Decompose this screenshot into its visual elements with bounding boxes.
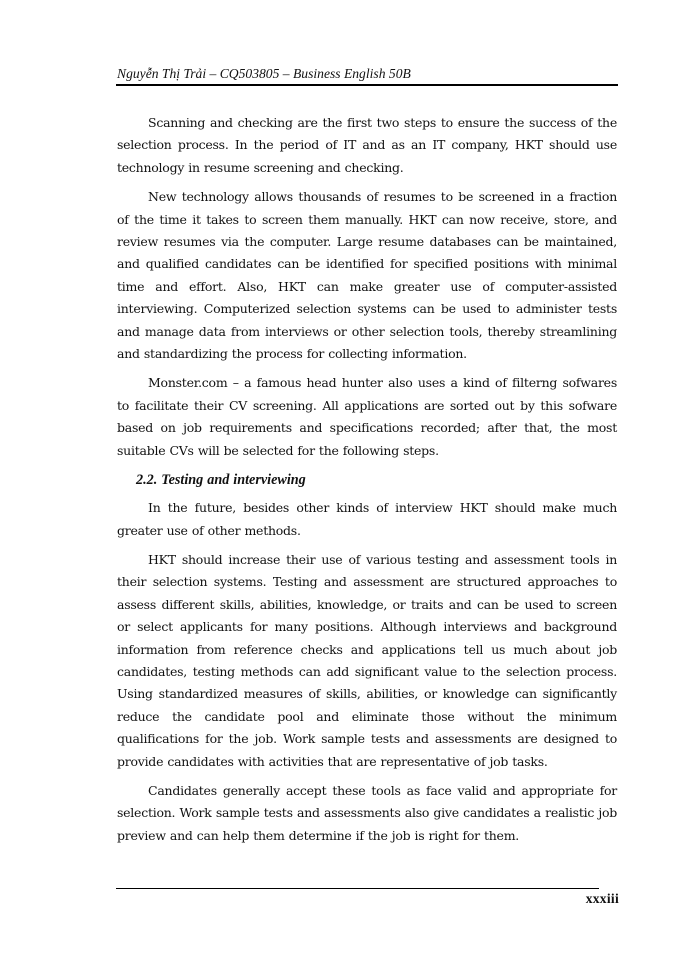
page-body [117, 112, 617, 854]
paragraph-monster: Monster.com – a famous head hunter also uses a kind of filterng sofwares to facilitate their CV screening. All applications are sorted out by this sofware based on job requirements and specifications recorded; after that, the most suitable CVs will be selected for the following steps. [117, 375, 617, 458]
paragraph-candidates: Candidates generally accept these tools as face valid and appropriate for selection. Work sample tests and assessments also give candidates a realistic job preview and can help them determine if the job is right for them. [117, 782, 617, 843]
footer-rule [116, 888, 599, 889]
header-rule [116, 84, 618, 86]
paragraph-testing-tools: HKT should increase their use of various testing and assessment tools in their selection systems. Testing and assessment are structured approaches to assess different skills, abilities, knowledge, or traits and can be used to screen or select applicants for many positions. Although interviews and background information from reference checks and applications tell us much about job candidates, testing methods can add significant value to the selection process. Using standardized measures of skills, abilities, or knowledge can significantly reduce the candidate pool and eliminate those without the minimum qualifications for the job. Work sample tests and assessments are designed to provide candidates with activities that are representative of job tasks. [117, 551, 617, 769]
paragraph-scanning: Scanning and checking are the first two steps to ensure the success of the selection process. In the period of IT and as an IT company, HKT should use technology in resume screening and checking. [117, 115, 617, 175]
running-header: Nguyễn Thị Trải – CQ503805 – Business English 50B [117, 66, 411, 81]
paragraph-future-methods: In the future, besides other kinds of interview HKT should make much greater use of other methods. [117, 500, 617, 538]
paragraph-new-technology: New technology allows thousands of resumes to be screened in a fraction of the time it takes to screen them manually. HKT can now receive, store, and review resumes via the computer. Large resume databases can be maintained, and qualified candidates can be identified for specified positions with minimal time and effort. Also, HKT can make greater use of computer-assisted interviewing. Computerized selection systems can be used to administer tests and manage data from interviews or other selection tools, thereby streamlining and standardizing the process for collecting information. [117, 189, 617, 362]
page-number: xxxiii [585, 891, 619, 906]
section-heading: 2.2. Testing and interviewing [136, 472, 306, 489]
